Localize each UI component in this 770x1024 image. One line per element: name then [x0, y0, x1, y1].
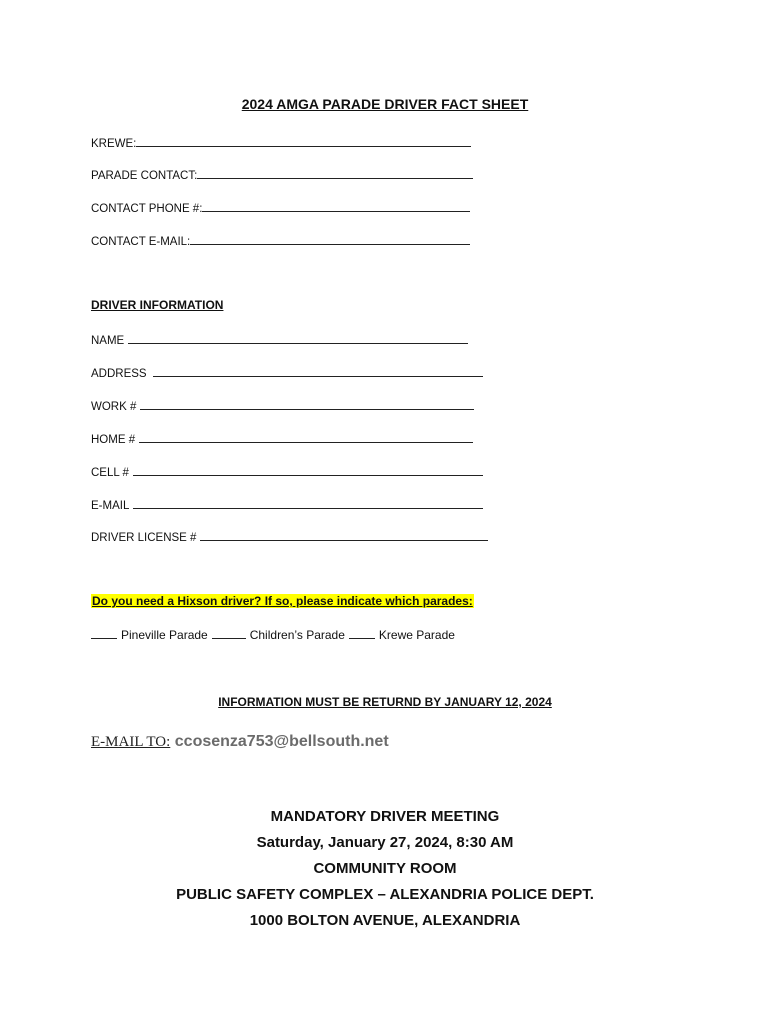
meeting-datetime: Saturday, January 27, 2024, 8:30 AM	[256, 834, 514, 851]
hixson-question: Do you need a Hixson driver? If so, please indicate which parades:	[92, 594, 473, 608]
meeting-block	[0, 806, 770, 936]
parade-options	[91, 626, 459, 642]
meeting-heading: MANDATORY DRIVER MEETING	[270, 808, 500, 825]
driver-license-blank[interactable]	[200, 528, 488, 541]
krewe-field	[91, 134, 471, 150]
parade-contact-field	[91, 166, 473, 182]
pineville-blank[interactable]	[91, 626, 117, 639]
driver-work-label: WORK #	[91, 401, 137, 413]
contact-email-blank[interactable]	[190, 232, 470, 245]
driver-home-blank[interactable]	[139, 430, 473, 443]
parade-contact-label: PARADE CONTACT:	[91, 170, 198, 182]
contact-email-field	[91, 232, 470, 248]
parade-contact-blank[interactable]	[197, 166, 473, 179]
driver-cell-blank[interactable]	[133, 463, 483, 476]
driver-home-label: HOME #	[91, 434, 136, 446]
driver-section-title: DRIVER INFORMATION	[91, 298, 224, 312]
driver-work-blank[interactable]	[140, 397, 474, 410]
contact-phone-blank[interactable]	[202, 199, 470, 212]
deadline-notice: INFORMATION MUST BE RETURND BY JANUARY 12, 2024	[218, 695, 552, 709]
option-pineville: Pineville Parade	[121, 628, 208, 642]
option-childrens: Children’s Parade	[249, 628, 345, 642]
driver-cell-field	[91, 463, 483, 479]
krewe-label: KREWE:	[91, 138, 137, 150]
email-to-label: E-MAIL TO:	[91, 734, 171, 750]
driver-address-field	[91, 364, 483, 380]
driver-cell-label: CELL #	[91, 467, 129, 479]
driver-address-label: ADDRESS	[91, 368, 147, 380]
meeting-address: 1000 BOLTON AVENUE, ALEXANDRIA	[249, 912, 521, 929]
driver-email-field	[91, 496, 483, 512]
driver-license-label: DRIVER LICENSE #	[91, 532, 197, 544]
driver-email-label: E-MAIL	[91, 500, 130, 512]
contact-phone-label: CONTACT PHONE #:	[91, 203, 203, 215]
driver-name-blank[interactable]	[128, 331, 468, 344]
krewe-blank[interactable]	[136, 134, 471, 147]
driver-name-label: NAME	[91, 335, 125, 347]
meeting-room: COMMUNITY ROOM	[313, 860, 457, 877]
driver-name-field	[91, 331, 468, 347]
email-to-line	[91, 733, 389, 751]
contact-email-label: CONTACT E-MAIL:	[91, 236, 191, 248]
driver-home-field	[91, 430, 473, 446]
option-krewe: Krewe Parade	[378, 628, 455, 642]
contact-phone-field	[91, 199, 470, 215]
driver-email-blank[interactable]	[133, 496, 483, 509]
krewe-parade-blank[interactable]	[349, 626, 375, 639]
driver-address-blank[interactable]	[153, 364, 483, 377]
driver-work-field	[91, 397, 474, 413]
page-title: 2024 AMGA PARADE DRIVER FACT SHEET	[241, 96, 529, 112]
driver-license-field	[91, 528, 488, 544]
childrens-blank[interactable]	[212, 626, 246, 639]
meeting-venue: PUBLIC SAFETY COMPLEX – ALEXANDRIA POLICE DEPT.	[176, 886, 594, 903]
email-to-address[interactable]: ccosenza753@bellsouth.net	[174, 733, 389, 750]
